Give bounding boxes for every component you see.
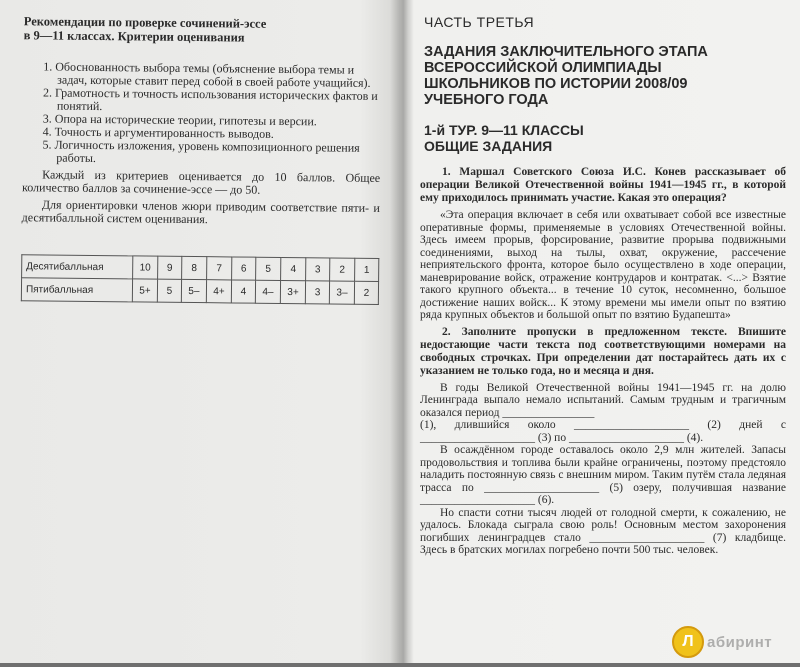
stage-title-line: ШКОЛЬНИКОВ ПО ИСТОРИИ 2008/09	[424, 76, 688, 92]
table-cell: 8	[181, 256, 206, 279]
criteria-heading-line: Рекомендации по проверке сочинений-эссе	[23, 14, 267, 31]
table-cell: 6	[232, 257, 256, 280]
row-label: Десятибалльная	[22, 255, 133, 279]
table-cell: 4	[281, 257, 306, 280]
question-1: 1. Маршал Советского Союза И.С. Конев рассказывает об операции Великой Отечественной войны 1941—1945 гг., в которой ему приходилось принимать участие. Какая это операция?	[420, 166, 786, 204]
labirint-watermark	[672, 625, 792, 659]
table-cell: 5+	[132, 279, 157, 302]
table-cell: 2	[330, 258, 355, 281]
table-cell: 3–	[329, 281, 354, 304]
table-row	[21, 278, 378, 305]
table-cell: 4	[231, 280, 255, 303]
scoring-paragraph: Каждый из критериев оценивается до 10 баллов. Общее количество баллов за сочинение-эссе — до 50.	[21, 167, 381, 197]
table-cell: 3+	[280, 280, 305, 303]
table-cell: 4–	[255, 280, 280, 303]
criterion-3: 3. Опора на исторические теории, гипотезы и версии.	[42, 111, 317, 129]
stage-title-line: ВСЕРОССИЙСКОЙ ОЛИМПИАДЫ	[424, 60, 662, 76]
table-cell: 7	[207, 257, 232, 280]
tour-title-line: ОБЩИЕ ЗАДАНИЯ	[424, 138, 553, 154]
table-cell: 3	[305, 281, 329, 304]
criteria-heading	[24, 14, 382, 46]
question-2-text: Но спасти сотни тысяч людей от голодной смерти, к сожалению, не удалось. Блокада сыграла свою роль! Основным местом захоронения погибших ленинградцев стало ____________________ (7) кладбище. Здесь в братских могилах погребено почти 500 тыс. человек.	[420, 506, 786, 556]
criterion-4: 4. Точность и аргументированность выводов.	[42, 124, 274, 141]
part-title: ЧАСТЬ ТРЕТЬЯ	[424, 14, 535, 30]
question-1-quote: «Эта операция включает в себя или охватывает собой все известные оперативные формы, применяемые в условиях Отечественной войны. Здесь имеем прорыв, форсирование, развитие прорыва подвижными соединениями, выход на тылы, охват, окружение, рассечение неприятельского фронта, которое было осуществлено в ходе операции, маневрирование войск, отражение контрударов и контратак. <...> Взятие такого крупного объекта... в течение 10 суток, несомненно, большое достижение наших войск... К этому времени мы имели опыт по взятию ряда крупных объектов и большой опыт по взятию Будапешта»	[420, 209, 786, 321]
row-label: Пятибалльная	[21, 278, 132, 302]
question-2-text: В годы Великой Отечественной войны 1941—1945 гг. на долю Ленинграда выпало немало испытаний. Самым трудным и трагичным оказался период ________________	[420, 381, 786, 419]
question-2-text: (1), длившийся около ____________________ (2) дней с ____________________ (3) по ____________________ (4).	[420, 419, 786, 444]
table-cell: 1	[355, 258, 379, 281]
table-cell: 10	[132, 256, 157, 279]
watermark-text: абиринт	[707, 633, 773, 651]
criterion-5: 5. Логичность изложения, уровень композиционного решения работы.	[42, 137, 360, 166]
table-cell: 5	[157, 279, 181, 302]
table-cell: 9	[158, 256, 182, 279]
labirint-logo-icon: Л	[672, 626, 704, 658]
table-cell: 4+	[206, 280, 231, 303]
question-2-text: В осаждённом городе оставалось около 2,9 млн жителей. Запасы продовольствия и топлива были крайне ограничены, поэтому предстояло наладить постоянную связь с внешним миром. Таким путём стала ледяная трасса по ____________________ (5) озеру, получившая название ____________________ (6).	[420, 444, 786, 506]
table-cell: 5	[256, 257, 281, 280]
stage-title-line: УЧЕБНОГО ГОДА	[424, 92, 549, 108]
right-page	[400, 0, 800, 663]
table-cell: 2	[354, 281, 378, 304]
grading-scale-table	[21, 254, 379, 305]
criterion-2: 2. Грамотность и точность использования исторических фактов и понятий.	[42, 85, 378, 114]
table-cell: 5–	[181, 279, 206, 302]
question-2: 2. Заполните пропуски в предложенном тексте. Впишите недостающие части текста под соответствующими номерами на свободных строчках. При определении дат постарайтесь дать их с указанием не только года, но и месяца и дня.	[420, 325, 786, 377]
correspondence-paragraph: Для ориентировки членов жюри приводим соответствие пяти- и десятибалльной систем оценивания.	[21, 197, 380, 227]
criterion-1: 1. Обоснованность выбора темы (объяснение выбора темы и задач, которые ставит перед собой в своей работе учащийся).	[43, 59, 371, 90]
stage-title-line: ЗАДАНИЯ ЗАКЛЮЧИТЕЛЬНОГО ЭТАПА	[424, 44, 708, 60]
criteria-heading-line: в 9—11 классах. Критерии оценивания	[23, 28, 245, 45]
stage-title	[424, 44, 786, 108]
tour-title	[424, 122, 786, 154]
tour-title-line: 1-й ТУР. 9—11 КЛАССЫ	[424, 122, 584, 138]
table-cell: 3	[306, 258, 330, 281]
